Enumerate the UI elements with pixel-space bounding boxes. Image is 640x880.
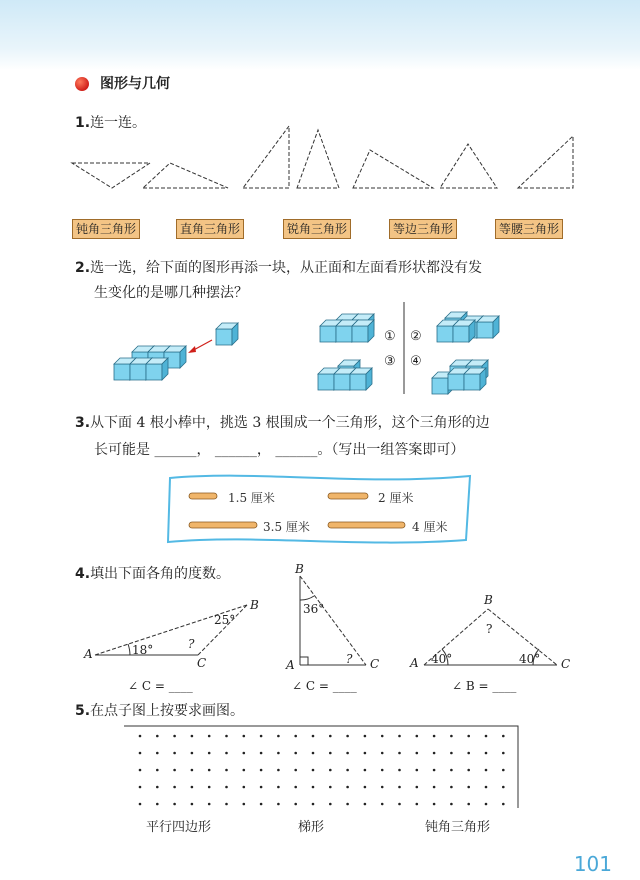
grid-dot[interactable] — [294, 752, 297, 755]
grid-dot[interactable] — [433, 803, 436, 806]
grid-dot[interactable] — [191, 803, 194, 806]
t2-angle-b: 36° — [303, 602, 325, 616]
grid-dot[interactable] — [260, 769, 263, 772]
grid-dot[interactable] — [156, 803, 159, 806]
grid-dot[interactable] — [294, 803, 297, 806]
t1-vertex-a: A — [84, 647, 93, 661]
comma-1: ， — [196, 442, 211, 458]
question-4-text: 填出下面各角的度数。 — [90, 566, 231, 582]
grid-dot[interactable] — [381, 803, 384, 806]
grid-dot[interactable] — [208, 786, 211, 789]
grid-dot[interactable] — [502, 752, 505, 755]
label-obtuse-triangle: 钝角三角形 — [72, 219, 140, 239]
grid-dot[interactable] — [346, 735, 349, 738]
grid-dot[interactable] — [191, 735, 194, 738]
grid-dot[interactable] — [416, 786, 419, 789]
grid-dot[interactable] — [312, 803, 315, 806]
grid-dot[interactable] — [467, 803, 470, 806]
grid-dot[interactable] — [260, 752, 263, 755]
question-2-line1: 选一选，给下面的图形再添一块，从正面和左面看形状都没有发 — [90, 260, 483, 276]
grid-dot[interactable] — [502, 786, 505, 789]
grid-dot[interactable] — [277, 752, 280, 755]
grid-dot[interactable] — [191, 752, 194, 755]
grid-dot[interactable] — [277, 786, 280, 789]
answer-blank-1[interactable]: ______ — [154, 442, 197, 458]
grid-dot[interactable] — [467, 786, 470, 789]
t2-vertex-c: C — [370, 657, 380, 671]
option-1-label: ① — [384, 329, 396, 344]
grid-dot[interactable] — [364, 786, 367, 789]
grid-dot[interactable] — [364, 803, 367, 806]
t2-answer[interactable]: ∠ C = ____ — [292, 679, 357, 693]
grid-dot[interactable] — [381, 786, 384, 789]
grid-dot[interactable] — [450, 803, 453, 806]
t1-answer[interactable]: ∠ C = ____ — [128, 679, 193, 693]
grid-dot[interactable] — [312, 735, 315, 738]
grid-dot[interactable] — [381, 735, 384, 738]
grid-dot[interactable] — [243, 735, 246, 738]
grid-dot[interactable] — [346, 752, 349, 755]
caption-parallelogram: 平行四边形 — [146, 820, 212, 835]
period: 。 — [317, 442, 332, 458]
grid-dot[interactable] — [294, 786, 297, 789]
label-isosceles-triangle: 等腰三角形 — [495, 219, 563, 239]
grid-dot[interactable] — [485, 769, 488, 772]
grid-dot[interactable] — [260, 786, 263, 789]
grid-dot[interactable] — [208, 769, 211, 772]
grid-dot[interactable] — [346, 803, 349, 806]
page-number: 101 — [573, 852, 612, 876]
grid-dot[interactable] — [243, 752, 246, 755]
grid-dot[interactable] — [467, 752, 470, 755]
grid-dot[interactable] — [277, 769, 280, 772]
t1-angle-a: 18° — [132, 643, 154, 657]
grid-dot[interactable] — [467, 735, 470, 738]
t2-unknown: ? — [346, 652, 353, 666]
grid-dot[interactable] — [294, 735, 297, 738]
question-3-number: 3. — [75, 415, 91, 431]
grid-dot[interactable] — [502, 769, 505, 772]
grid-dot[interactable] — [485, 803, 488, 806]
grid-dot[interactable] — [346, 786, 349, 789]
grid-dot[interactable] — [398, 735, 401, 738]
option-4-label: ④ — [410, 354, 422, 369]
t2-vertex-b: B — [295, 562, 304, 576]
t3-angle-c: 40° — [519, 652, 541, 666]
grid-dot[interactable] — [156, 735, 159, 738]
grid-dot[interactable] — [485, 735, 488, 738]
grid-dot[interactable] — [191, 786, 194, 789]
grid-dot[interactable] — [243, 803, 246, 806]
grid-dot[interactable] — [398, 769, 401, 772]
stick-2-label: 2 厘米 — [378, 491, 414, 505]
grid-dot[interactable] — [433, 786, 436, 789]
answer-blank-2[interactable]: ______ — [214, 442, 257, 458]
grid-dot[interactable] — [156, 752, 159, 755]
t3-answer[interactable]: ∠ B = ____ — [452, 679, 517, 693]
grid-dot[interactable] — [208, 752, 211, 755]
grid-dot[interactable] — [139, 769, 142, 772]
grid-dot[interactable] — [450, 752, 453, 755]
grid-dot[interactable] — [329, 752, 332, 755]
grid-dot[interactable] — [381, 752, 384, 755]
grid-dot[interactable] — [329, 803, 332, 806]
t1-unknown: ? — [188, 637, 195, 651]
grid-dot[interactable] — [433, 769, 436, 772]
grid-dot[interactable] — [225, 752, 228, 755]
grid-dot[interactable] — [450, 786, 453, 789]
grid-dot[interactable] — [139, 752, 142, 755]
grid-dot[interactable] — [467, 769, 470, 772]
grid-dot[interactable] — [225, 735, 228, 738]
grid-dot[interactable] — [243, 769, 246, 772]
stick-3-label: 3.5 厘米 — [263, 520, 310, 534]
grid-dot[interactable] — [312, 786, 315, 789]
question-1-text: 连一连。 — [90, 115, 147, 131]
question-2-number: 2. — [75, 260, 91, 276]
grid-dot[interactable] — [312, 769, 315, 772]
stick-4-label: 4 厘米 — [412, 520, 448, 534]
grid-dot[interactable] — [450, 769, 453, 772]
grid-dot[interactable] — [502, 735, 505, 738]
grid-dot[interactable] — [450, 735, 453, 738]
caption-obtuse-triangle: 钝角三角形 — [425, 820, 491, 835]
grid-dot[interactable] — [416, 735, 419, 738]
grid-dot[interactable] — [173, 735, 176, 738]
t3-unknown: ? — [486, 622, 493, 636]
grid-dot[interactable] — [433, 735, 436, 738]
grid-dot[interactable] — [294, 769, 297, 772]
question-5-number: 5. — [75, 703, 91, 719]
grid-dot[interactable] — [416, 769, 419, 772]
grid-dot[interactable] — [329, 735, 332, 738]
grid-dot[interactable] — [502, 803, 505, 806]
grid-dot[interactable] — [225, 769, 228, 772]
grid-dot[interactable] — [243, 786, 246, 789]
grid-dot[interactable] — [260, 735, 263, 738]
grid-dot[interactable] — [416, 803, 419, 806]
question-4-number: 4. — [75, 566, 91, 582]
grid-dot[interactable] — [156, 786, 159, 789]
grid-dot[interactable] — [191, 769, 194, 772]
grid-dot[interactable] — [364, 735, 367, 738]
t3-vertex-a: A — [410, 656, 419, 670]
question-3-line1: 从下面 4 根小棒中，挑选 3 根围成一个三角形，这个三角形的边 — [90, 415, 490, 431]
question-3-lead: 长可能是 — [94, 442, 150, 458]
label-acute-triangle: 锐角三角形 — [283, 219, 351, 239]
grid-dot[interactable] — [139, 786, 142, 789]
grid-dot[interactable] — [433, 752, 436, 755]
question-1-number: 1. — [75, 115, 91, 131]
grid-dot[interactable] — [173, 752, 176, 755]
grid-dot[interactable] — [139, 803, 142, 806]
t3-vertex-c: C — [561, 657, 571, 671]
t3-vertex-b: B — [484, 593, 493, 607]
label-equilateral-triangle: 等边三角形 — [389, 219, 457, 239]
grid-dot[interactable] — [225, 803, 228, 806]
grid-dot[interactable] — [139, 735, 142, 738]
grid-dot[interactable] — [173, 786, 176, 789]
t3-angle-a: 40° — [431, 652, 453, 666]
question-3-note: （写出一组答案即可） — [331, 442, 465, 458]
grid-dot[interactable] — [398, 752, 401, 755]
t1-vertex-c: C — [197, 656, 207, 670]
option-3-label: ③ — [384, 354, 396, 369]
grid-dot[interactable] — [277, 735, 280, 738]
label-right-triangle: 直角三角形 — [176, 219, 244, 239]
t2-vertex-a: A — [286, 658, 295, 672]
question-2-line2: 生变化的是哪几种摆法？ — [94, 285, 248, 301]
caption-trapezoid: 梯形 — [298, 820, 325, 835]
grid-dot[interactable] — [277, 803, 280, 806]
t1-angle-b: 25° — [214, 613, 236, 627]
comma-2: ， — [256, 442, 271, 458]
grid-dot[interactable] — [329, 769, 332, 772]
question-5-text: 在点子图上按要求画图。 — [90, 703, 245, 719]
grid-dot[interactable] — [156, 769, 159, 772]
grid-dot[interactable] — [398, 803, 401, 806]
grid-dot[interactable] — [312, 752, 315, 755]
grid-dot[interactable] — [225, 786, 228, 789]
grid-dot[interactable] — [416, 752, 419, 755]
grid-dot[interactable] — [208, 735, 211, 738]
grid-dot[interactable] — [364, 769, 367, 772]
section-title: 图形与几何 — [100, 76, 170, 92]
grid-dot[interactable] — [381, 769, 384, 772]
t1-vertex-b: B — [250, 598, 259, 612]
grid-dot[interactable] — [208, 803, 211, 806]
option-2-label: ② — [410, 329, 422, 344]
grid-dot[interactable] — [485, 786, 488, 789]
answer-blank-3[interactable]: ______ — [275, 442, 318, 458]
grid-dot[interactable] — [364, 752, 367, 755]
grid-dot[interactable] — [173, 803, 176, 806]
stick-1-label: 1.5 厘米 — [228, 491, 275, 505]
grid-dot[interactable] — [329, 786, 332, 789]
grid-dot[interactable] — [485, 752, 488, 755]
grid-dot[interactable] — [173, 769, 176, 772]
grid-dot[interactable] — [260, 803, 263, 806]
grid-dot[interactable] — [398, 786, 401, 789]
grid-dot[interactable] — [346, 769, 349, 772]
